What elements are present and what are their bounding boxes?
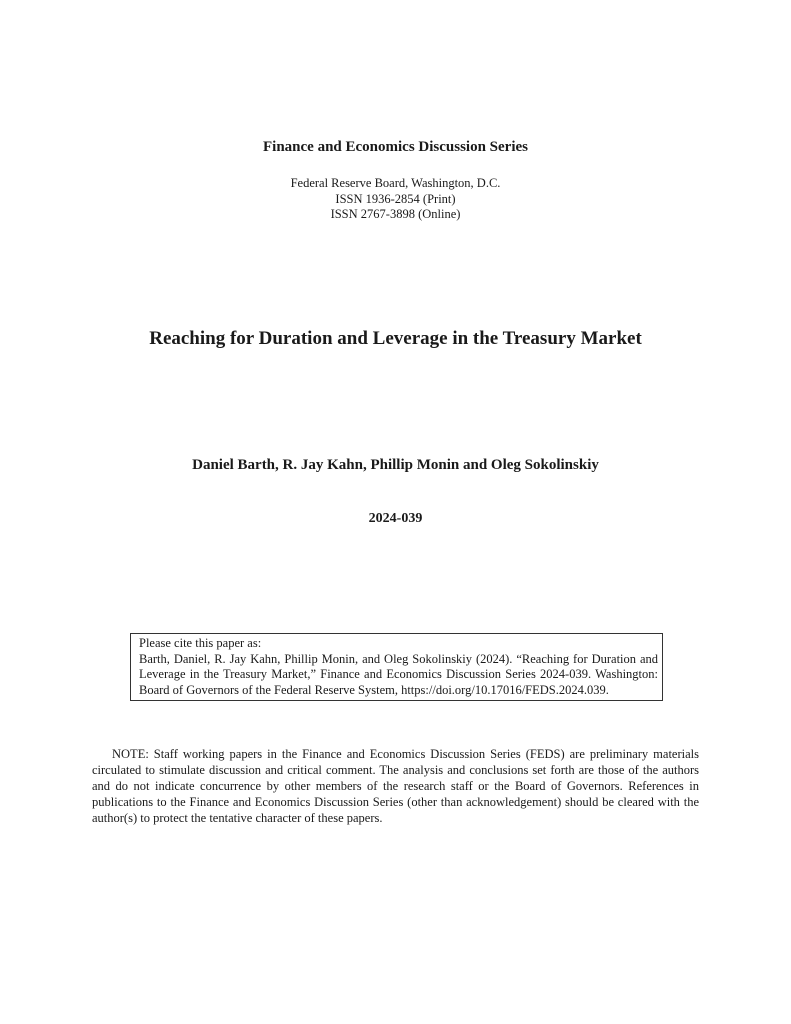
citation-text: Barth, Daniel, R. Jay Kahn, Phillip Monin, and Oleg Sokolinskiy (2024). “Reaching for Duration and Leverage in the Treasury Market,” Finance and Economics Discussion Series 2024-039. Washington: Board of Governors of the Federal Reserve System, https://doi.org/10.17016/FEDS.2024.039. bbox=[139, 651, 658, 697]
publisher-line: Federal Reserve Board, Washington, D.C. bbox=[290, 176, 501, 190]
citation-heading: Please cite this paper as: bbox=[139, 636, 262, 650]
issn-online: ISSN 2767-3898 (Online) bbox=[330, 207, 461, 221]
disclaimer-note: NOTE: Staff working papers in the Finance and Economics Discussion Series (FEDS) are preliminary materials circulated to stimulate discussion and critical comment. The analysis and conclusions set forth are those of the authors and do not indicate concurrence by other members of the research staff or the Board of Governors. References in publications to the Finance and Economics Discussion Series (other than acknowledgement) should be cleared with the author(s) to protect the tentative character of these papers. bbox=[92, 747, 699, 825]
citation-box bbox=[130, 633, 663, 701]
issn-print: ISSN 1936-2854 (Print) bbox=[335, 191, 456, 206]
series-title: Finance and Economics Discussion Series bbox=[262, 139, 529, 155]
paper-authors: Daniel Barth, R. Jay Kahn, Phillip Monin and Oleg Sokolinskiy bbox=[192, 457, 599, 473]
publisher-block bbox=[0, 176, 791, 223]
paper-number: 2024-039 bbox=[368, 511, 423, 526]
paper-title: Reaching for Duration and Leverage in the Treasury Market bbox=[149, 328, 642, 349]
